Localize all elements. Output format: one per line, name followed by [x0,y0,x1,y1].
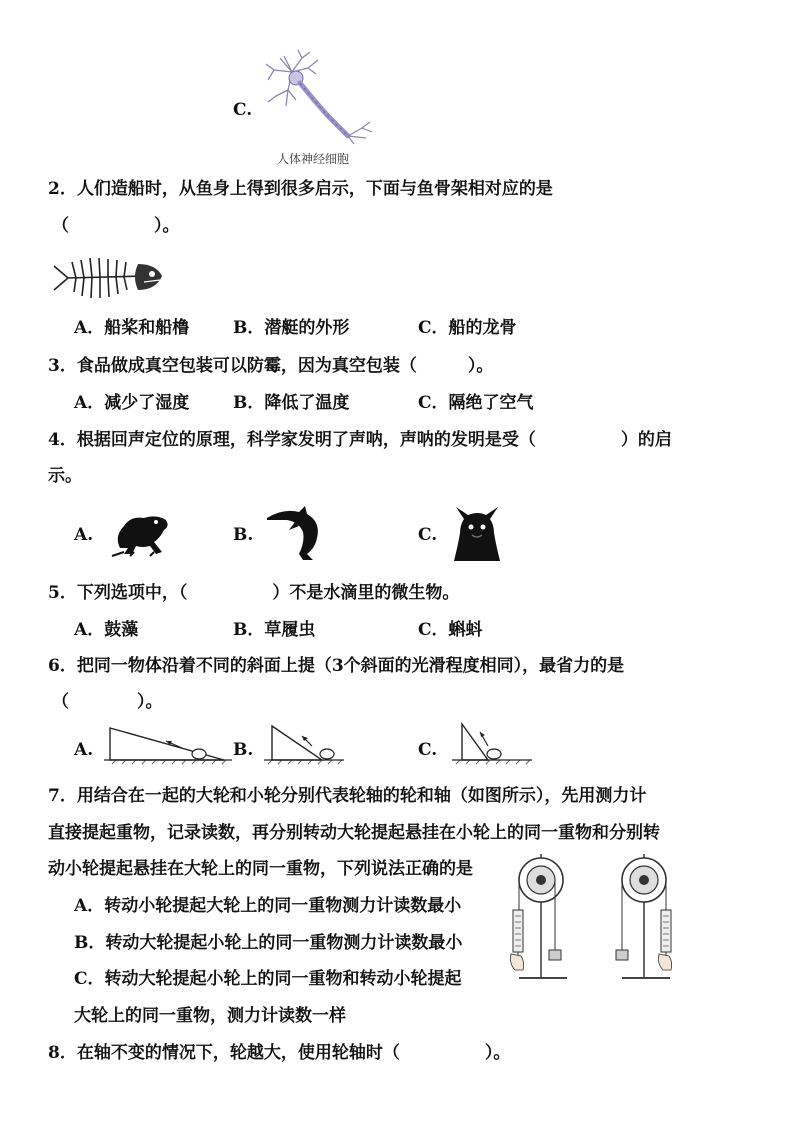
q6-option-a: A. [74,740,94,760]
q3-option-c: C．隔绝了空气 [418,393,534,413]
wheel-axle-apparatus-1 [505,850,585,985]
q4-option-c: C. [418,525,438,545]
q6-option-b: B. [233,740,254,760]
q1-option-c-label: C. [233,100,253,120]
wheel-axle-apparatus-2 [608,850,688,985]
bat-silhouette [450,505,505,563]
q7-option-b: B．转动大轮提起小轮上的同一重物测力计读数最小 [74,933,463,953]
q2-option-c: C．船的龙骨 [418,318,517,338]
q7-stem-line2: 直接提起重物，记录读数，再分别转动大轮提起悬挂在小轮上的同一重物和分别转 [48,823,660,843]
q7-option-a: A．转动小轮提起大轮上的同一重物测力计读数最小 [74,896,462,916]
q3-stem: 3．食品做成真空包装可以防霉，因为真空包装（ ）。 [48,356,494,376]
incline-a-image [104,724,232,768]
q3-option-a: A．减少了湿度 [74,393,190,413]
q4-stem-line2: 示。 [48,466,82,486]
incline-b-image [264,722,344,768]
q4-stem-line1: 4．根据回声定位的原理，科学家发明了声呐，声呐的发明是受（ ）的启 [48,430,672,450]
q3-option-b: B．降低了温度 [233,393,350,413]
q4-option-a: A. [74,525,94,545]
q2-option-a: A．船桨和船橹 [74,318,190,338]
q7-stem-line1: 7．用结合在一起的大轮和小轮分别代表轮轴的轮和轴（如图所示），先用测力计 [48,786,647,806]
fish-skeleton-image [48,252,166,302]
q4-option-b: B. [233,525,254,545]
q5-option-a: A．鼓藻 [74,620,139,640]
q2-stem-line2: （ ）。 [52,216,180,236]
frog-silhouette [110,508,172,558]
q6-stem-line2: （ ）。 [52,692,163,712]
q8-stem: 8．在轴不变的情况下，轮越大，使用轮轴时（ ）。 [48,1043,511,1063]
q7-option-c-line1: C．转动大轮提起小轮上的同一重物和转动小轮提起 [74,969,462,989]
q7-option-c-line2: 大轮上的同一重物，测力计读数一样 [74,1006,346,1026]
incline-c-image [452,720,532,768]
q5-option-c: C．蝌蚪 [418,620,483,640]
q7-stem-line3: 动小轮提起悬挂在大轮上的同一重物，下列说法正确的是 [48,859,473,879]
q6-option-c: C. [418,740,438,760]
q6-stem-line1: 6．把同一物体沿着不同的斜面上提（3个斜面的光滑程度相同），最省力的是 [48,656,625,676]
q5-stem: 5．下列选项中，（ ）不是水滴里的微生物。 [48,583,460,603]
neuron-image [262,50,377,145]
q2-option-b: B．潜艇的外形 [233,318,350,338]
q5-option-b: B．草履虫 [233,620,316,640]
neuron-caption: 人体神经细胞 [277,152,350,166]
q2-stem-line1: 2．人们造船时，从鱼身上得到很多启示，下面与鱼骨架相对应的是 [48,179,553,199]
dolphin-silhouette [265,506,323,562]
